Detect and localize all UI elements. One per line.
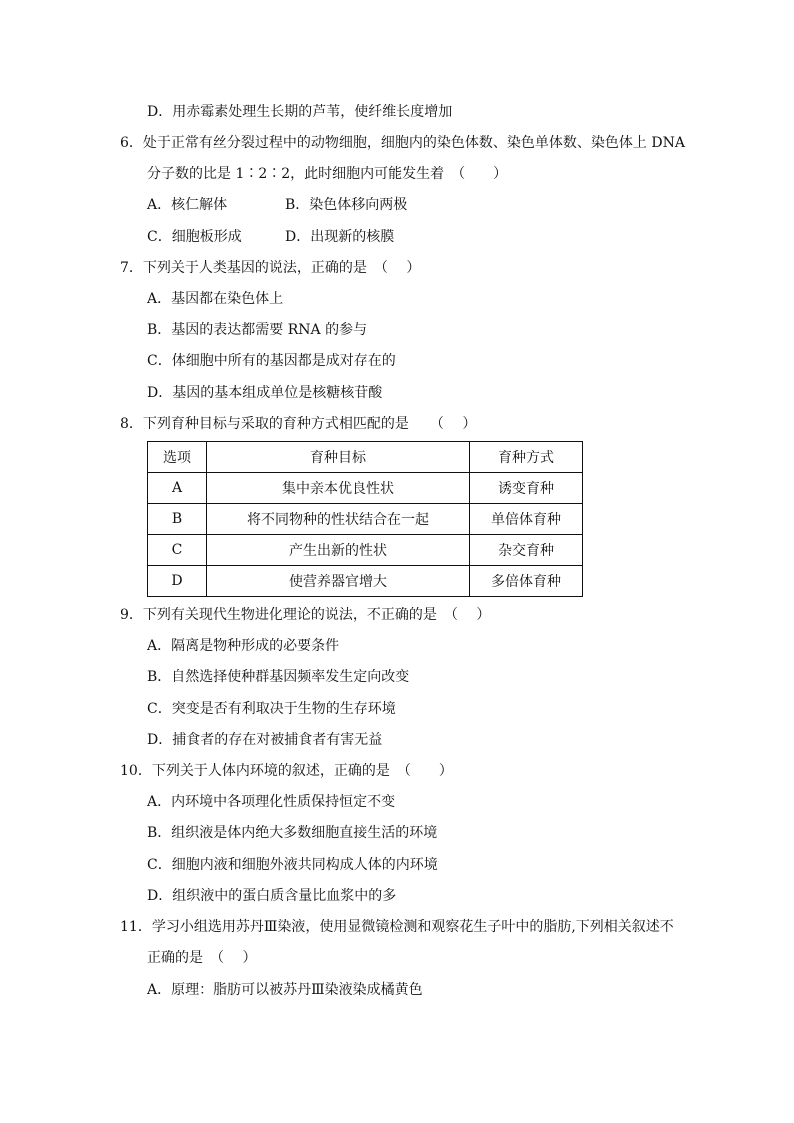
q10-stem: 10．下列关于人体内环境的叙述，正确的是 （ ） <box>120 763 453 779</box>
q6-stem-line1: 6．处于正常有丝分裂过程中的动物细胞，细胞内的染色体数、染色单体数、染色体上 DNA <box>120 135 685 151</box>
q10-option-d: D．组织液中的蛋白质含量比血浆中的多 <box>147 888 397 904</box>
table-header-cell: 育种目标 <box>207 442 470 473</box>
q9-option-d: D．捕食者的存在对被捕食者有害无益 <box>147 732 383 748</box>
q11-stem-line2: 正确的是 （ ） <box>147 950 257 966</box>
q9-option-c: C．突变是否有利取决于生物的生存环境 <box>147 701 396 717</box>
q9-option-a: A．隔离是物种形成的必要条件 <box>147 638 340 654</box>
q7-option-a: A．基因都在染色体上 <box>147 291 284 307</box>
q11-stem-line1: 11．学习小组选用苏丹Ⅲ染液，使用显微镜检测和观察花生子叶中的脂肪,下列相关叙述不 <box>120 919 674 935</box>
breeding-table <box>147 441 583 597</box>
table-row <box>148 504 583 535</box>
table-cell: D <box>148 566 207 597</box>
table-row <box>148 535 583 566</box>
table-cell: 多倍体育种 <box>470 566 583 597</box>
table-cell: B <box>148 504 207 535</box>
q7-stem: 7．下列关于人类基因的说法，正确的是 （ ） <box>120 260 421 276</box>
q6-option-b: B．染色体移向两极 <box>285 197 408 213</box>
table-header-cell: 育种方式 <box>470 442 583 473</box>
q6-option-a: A．核仁解体 <box>147 197 228 213</box>
table-row <box>148 473 583 504</box>
table-row <box>148 566 583 597</box>
q8-stem: 8．下列育种目标与采取的育种方式相匹配的是 （ ） <box>120 416 477 432</box>
table-cell: A <box>148 473 207 504</box>
table-cell: 使营养器官增大 <box>207 566 470 597</box>
table-cell: 产生出新的性状 <box>207 535 470 566</box>
q9-stem: 9．下列有关现代生物进化理论的说法，不正确的是 （ ） <box>120 607 491 623</box>
table-cell: 杂交育种 <box>470 535 583 566</box>
q10-option-c: C．细胞内液和细胞外液共同构成人体的内环境 <box>147 857 438 873</box>
q5-option-d: D．用赤霉素处理生长期的芦苇，使纤维长度增加 <box>147 104 453 120</box>
q6-options-row2 <box>147 227 394 247</box>
q7-option-b: B．基因的表达都需要 RNA 的参与 <box>147 322 368 338</box>
q10-option-a: A．内环境中各项理化性质保持恒定不变 <box>147 794 396 810</box>
table-cell: 将不同物种的性状结合在一起 <box>207 504 470 535</box>
table-cell: 单倍体育种 <box>470 504 583 535</box>
q11-option-a: A．原理：脂肪可以被苏丹Ⅲ染液染成橘黄色 <box>147 982 423 998</box>
table-cell: 诱变育种 <box>470 473 583 504</box>
q7-option-c: C．体细胞中所有的基因都是成对存在的 <box>147 353 396 369</box>
table-cell: 集中亲本优良性状 <box>207 473 470 504</box>
q7-option-d: D．基因的基本组成单位是核糖核苷酸 <box>147 385 383 401</box>
q9-option-b: B．自然选择使种群基因频率发生定向改变 <box>147 669 410 685</box>
q6-stem-line2: 分子数的比是 1∶2∶2，此时细胞内可能发生着 （ ） <box>147 166 508 182</box>
table-header-row <box>148 442 583 473</box>
q6-options-row1 <box>147 195 407 215</box>
q6-option-d: D．出现新的核膜 <box>285 229 395 245</box>
table-header-cell: 选项 <box>148 442 207 473</box>
q6-option-c: C．细胞板形成 <box>147 229 242 245</box>
table-cell: C <box>148 535 207 566</box>
q10-option-b: B．组织液是体内绝大多数细胞直接生活的环境 <box>147 825 438 841</box>
